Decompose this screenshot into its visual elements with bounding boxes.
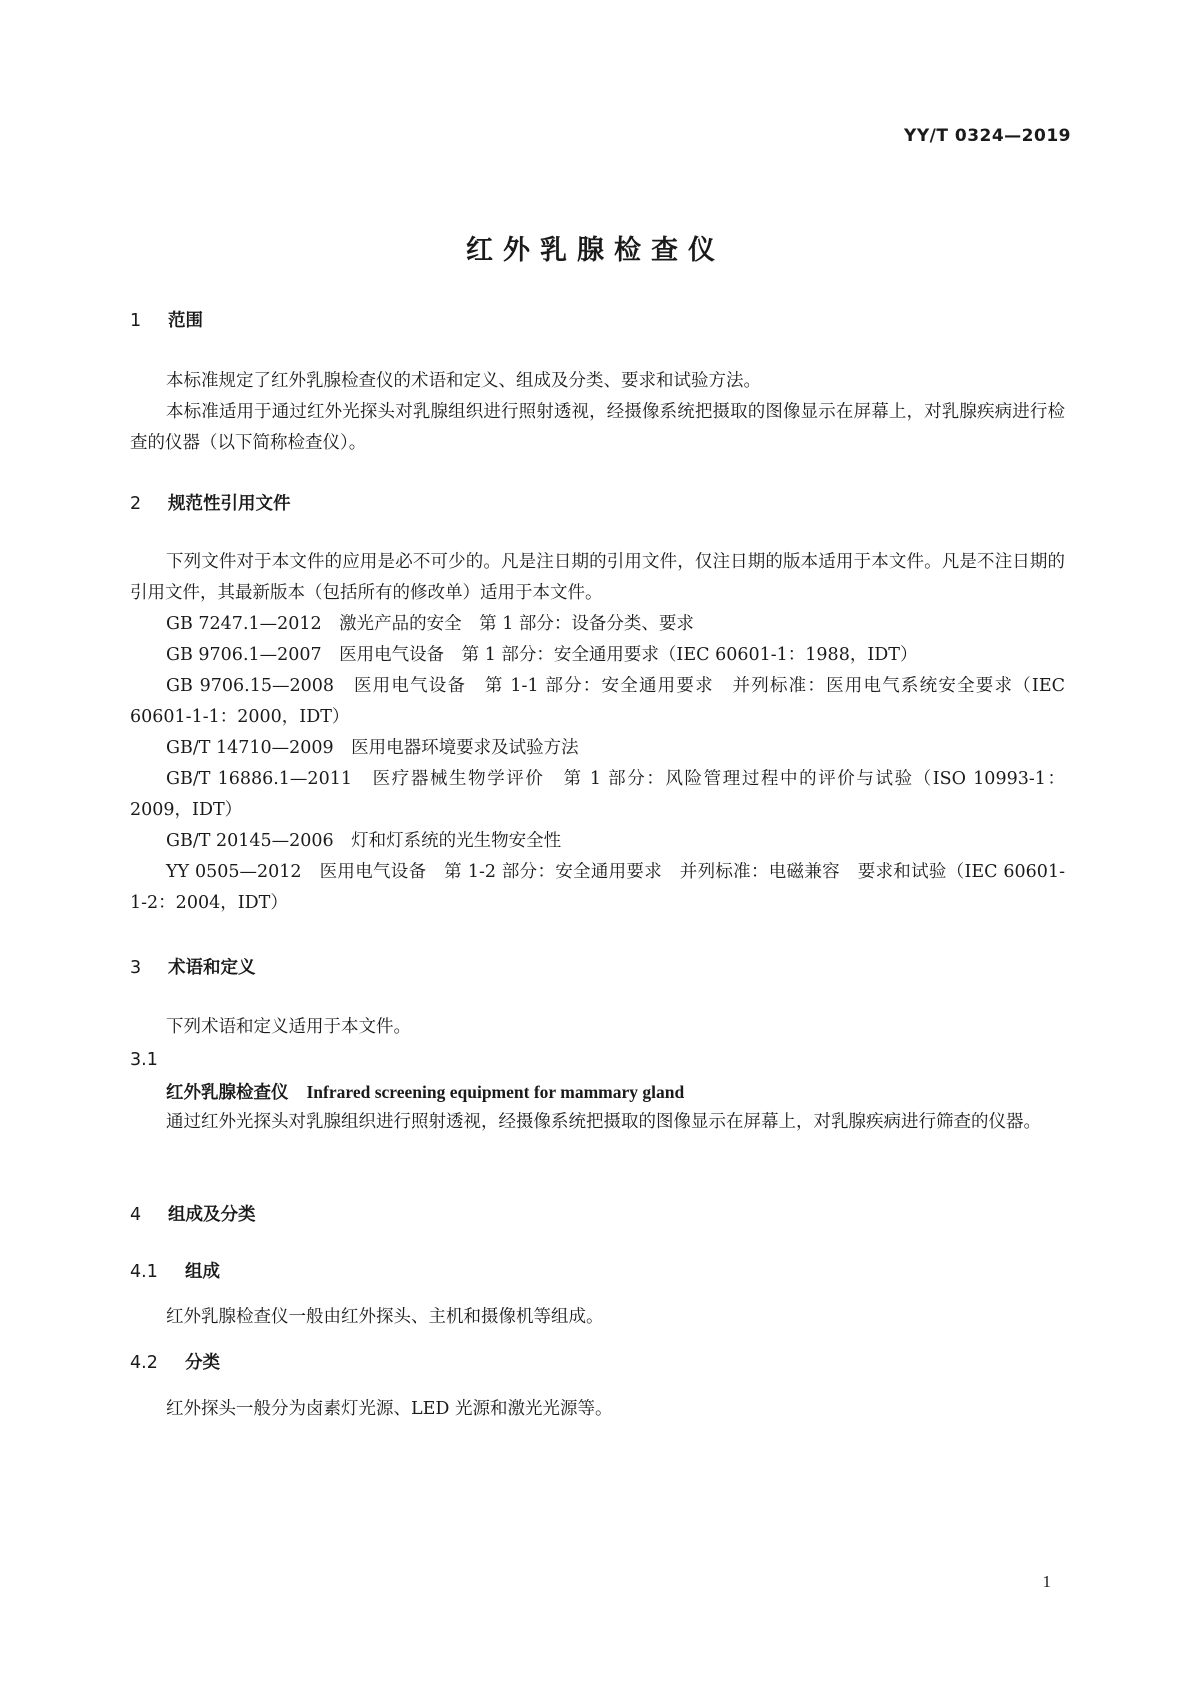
paragraph: 下列文件对于本文件的应用是必不可少的。凡是注日期的引用文件，仅注日期的版本适用于本文件。凡是不注日期的引用文件，其最新版本（包括所有的修改单）适用于本文件。 (130, 552, 1065, 603)
reference-item: GB 7247.1—2012 激光产品的安全 第 1 部分：设备分类、要求 (166, 614, 694, 634)
subsection-number: 4.2 (130, 1353, 158, 1373)
subsection-4-2-body (130, 1394, 1065, 1425)
reference-item: GB/T 14710—2009 医用电器环境要求及试验方法 (166, 738, 579, 758)
reference-item: GB 9706.15—2008 医用电气设备 第 1-1 部分：安全通用要求 并列标准：医用电气系统安全要求（IEC 60601-1-1：2000，IDT） (130, 676, 1065, 727)
section-number: 2 (130, 494, 142, 514)
paragraph: 本标准规定了红外乳腺检查仪的术语和定义、组成及分类、要求和试验方法。 (166, 371, 761, 391)
term-english: Infrared screening equipment for mammary gland (306, 1082, 685, 1102)
section-1-body (130, 366, 1065, 459)
section-number: 4 (130, 1205, 142, 1225)
section-title: 组成及分类 (168, 1205, 256, 1225)
paragraph: 下列术语和定义适用于本文件。 (166, 1017, 411, 1037)
paragraph: 本标准适用于通过红外光探头对乳腺组织进行照射透视，经摄像系统把摄取的图像显示在屏幕上，对乳腺疾病进行检查的仪器（以下简称检查仪）。 (130, 402, 1065, 453)
document-title: 红外乳腺检查仪 (466, 235, 725, 266)
page-number: 1 (1042, 1572, 1051, 1591)
section-3-intro (130, 1012, 1065, 1043)
subsection-title: 组成 (185, 1262, 220, 1282)
term-number: 3.1 (130, 1050, 158, 1070)
reference-item: GB/T 16886.1—2011 医疗器械生物学评价 第 1 部分：风险管理过程中的评价与试验（ISO 10993-1：2009，IDT） (130, 769, 1065, 820)
reference-item: GB/T 20145—2006 灯和灯系统的光生物安全性 (166, 831, 562, 851)
term-entry (166, 1077, 684, 1109)
section-3-heading (130, 953, 256, 984)
subsection-4-1-body (130, 1302, 1065, 1333)
reference-item: YY 0505—2012 医用电气设备 第 1-2 部分：安全通用要求 并列标准：电磁兼容 要求和试验（IEC 60601-1-2：2004，IDT） (130, 862, 1065, 913)
section-2-heading (130, 489, 291, 520)
term-definition (130, 1107, 1065, 1138)
section-4-heading (130, 1200, 256, 1231)
subsection-4-1-heading (130, 1257, 220, 1288)
standard-code: YY/T 0324—2019 (904, 126, 1071, 146)
section-1-heading (130, 306, 203, 337)
section-2-body (130, 547, 1065, 919)
section-title: 术语和定义 (168, 958, 256, 978)
reference-item: GB 9706.1—2007 医用电气设备 第 1 部分：安全通用要求（IEC 60601-1：1988，IDT） (166, 645, 918, 665)
section-number: 3 (130, 958, 142, 978)
section-number: 1 (130, 311, 142, 331)
section-title: 范围 (168, 311, 203, 331)
subsection-title: 分类 (185, 1353, 220, 1373)
section-title: 规范性引用文件 (168, 494, 291, 514)
paragraph: 通过红外光探头对乳腺组织进行照射透视，经摄像系统把摄取的图像显示在屏幕上，对乳腺疾病进行筛查的仪器。 (166, 1112, 1041, 1132)
term-chinese: 红外乳腺检查仪 (166, 1083, 289, 1103)
subsection-number: 4.1 (130, 1262, 158, 1282)
paragraph: 红外乳腺检查仪一般由红外探头、主机和摄像机等组成。 (166, 1307, 604, 1327)
subsection-4-2-heading (130, 1348, 220, 1379)
paragraph: 红外探头一般分为卤素灯光源、LED 光源和激光光源等。 (166, 1399, 613, 1419)
